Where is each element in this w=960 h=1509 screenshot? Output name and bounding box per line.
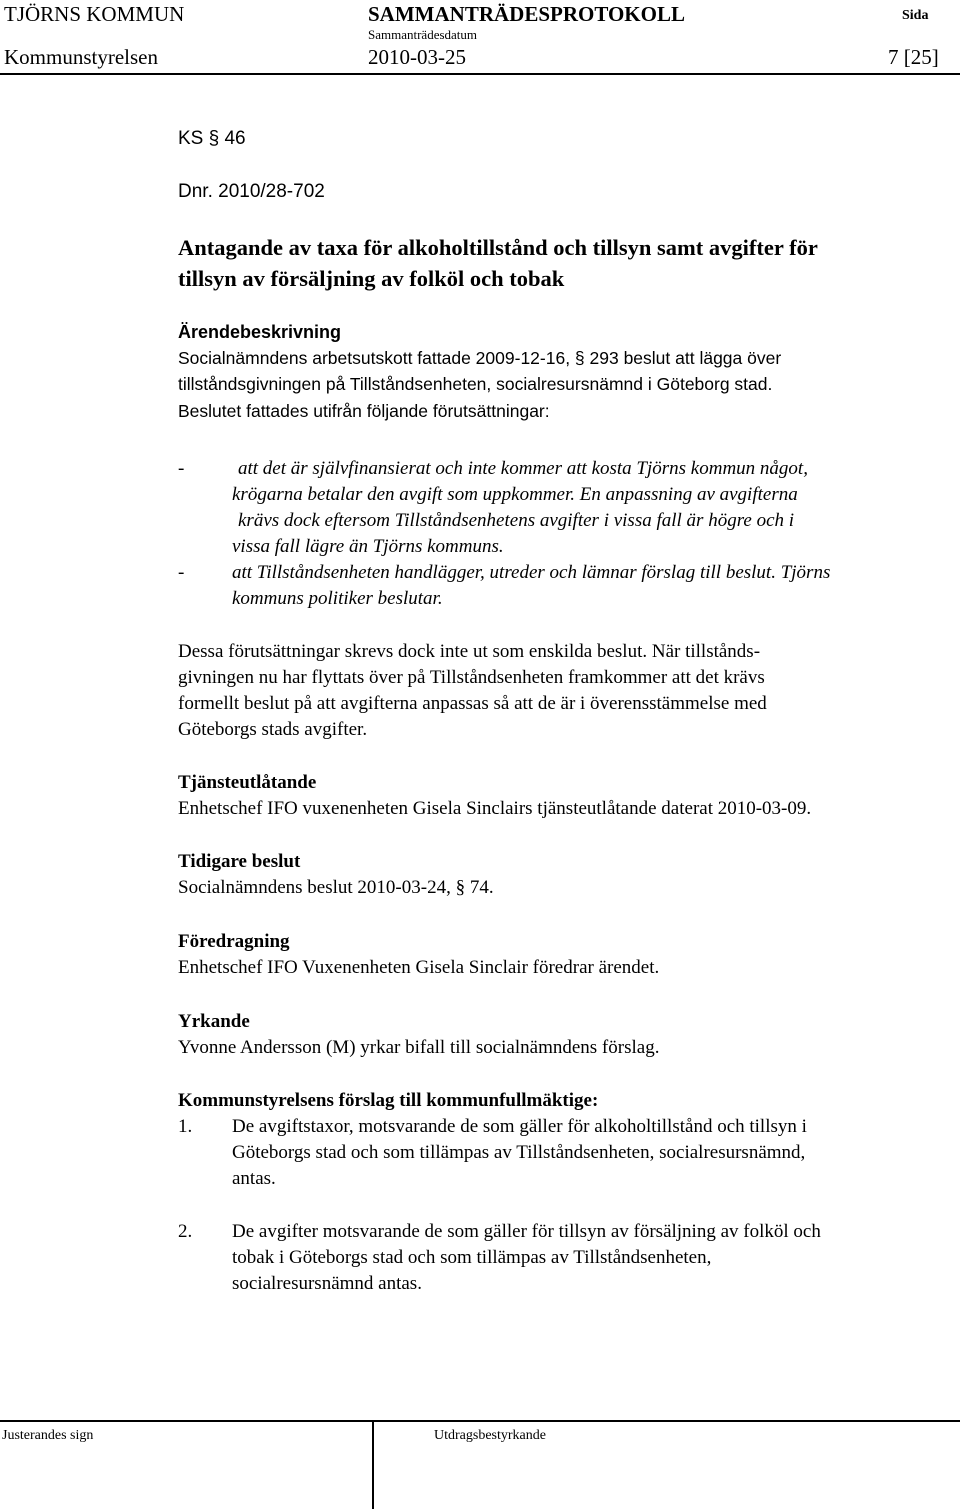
description-heading: Ärendebeskrivning bbox=[178, 322, 342, 342]
paragraph-line: givningen nu har flyttats över på Tillståndsenheten framkommer att det krävs bbox=[178, 667, 765, 688]
proposal-heading: Kommunstyrelsens förslag till kommunfullmäktige: bbox=[178, 1090, 599, 1111]
proposal-line: Göteborgs stad och som tillämpas av Tillståndsenheten, socialresursnämnd, bbox=[232, 1142, 806, 1163]
case-title-line-1: Antagande av taxa för alkoholtillstånd och tillsyn samt avgifter för bbox=[178, 235, 818, 260]
header-rule bbox=[0, 73, 960, 75]
condition-line: vissa fall lägre än Tjörns kommuns. bbox=[232, 536, 504, 557]
condition-line: att det är självfinansierat och inte kommer att kosta Tjörns kommun något, bbox=[238, 458, 808, 479]
doc-type: SAMMANTRÄDESPROTOKOLL bbox=[368, 2, 685, 26]
condition-line: krävs dock eftersom Tillståndsenhetens avgifter i vissa fall är högre och i bbox=[238, 510, 795, 531]
footer-rule bbox=[0, 1420, 960, 1422]
proposal-line: antas. bbox=[232, 1168, 276, 1189]
section-heading-tjansteutlatande: Tjänsteutlåtande bbox=[178, 772, 317, 793]
footer-divider bbox=[372, 1420, 374, 1509]
condition-line: krögarna betalar den avgift som uppkommer. En anpassning av avgifterna bbox=[232, 484, 798, 505]
proposal-line: socialresursnämnd antas. bbox=[232, 1273, 422, 1294]
section-text-tjansteutlatande: Enhetschef IFO vuxenenheten Gisela Sinclairs tjänsteutlåtande daterat 2010-03-09. bbox=[178, 798, 812, 819]
description-line: Beslutet fattades utifrån följande förutsättningar: bbox=[178, 401, 550, 421]
section-heading-foredragning: Föredragning bbox=[178, 931, 290, 952]
section-heading-tidigare-beslut: Tidigare beslut bbox=[178, 851, 301, 872]
paragraph-line: formellt beslut på att avgifterna anpassas så att de är i överensstämmelse med bbox=[178, 693, 767, 714]
date-label: Sammanträdesdatum bbox=[368, 27, 478, 42]
footer-signature-label: Justerandes sign bbox=[2, 1428, 94, 1443]
section-text-foredragning: Enhetschef IFO Vuxenenheten Gisela Sinclair föredrar ärendet. bbox=[178, 957, 660, 978]
meeting-date: 2010-03-25 bbox=[368, 45, 466, 69]
case-dnr: Dnr. 2010/28-702 bbox=[178, 181, 325, 202]
paragraph-line: Dessa förutsättningar skrevs dock inte ut som enskilda beslut. När tillstånds- bbox=[178, 641, 761, 662]
condition-line: att Tillståndsenheten handlägger, utreder och lämnar förslag till beslut. Tjörns bbox=[232, 562, 831, 583]
list-dash: - bbox=[178, 458, 185, 479]
section-text-tidigare-beslut: Socialnämndens beslut 2010-03-24, § 74. bbox=[178, 877, 494, 898]
case-title-line-2: tillsyn av försäljning av folköl och tobak bbox=[178, 266, 565, 291]
page-number: 7 [25] bbox=[888, 45, 939, 69]
description-line: Socialnämndens arbetsutskott fattade 2009-12-16, § 293 beslut att lägga över bbox=[178, 348, 782, 368]
paragraph-line: Göteborgs stads avgifter. bbox=[178, 719, 368, 740]
case-paragraph: KS § 46 bbox=[178, 128, 246, 149]
condition-line: kommuns politiker beslutar. bbox=[232, 588, 443, 609]
proposal-number: 1. bbox=[178, 1116, 193, 1137]
list-dash: - bbox=[178, 562, 185, 583]
description-line: tillståndsgivningen på Tillståndsenheten, socialresursnämnd i Göteborg stad. bbox=[178, 374, 773, 394]
section-heading-yrkande: Yrkande bbox=[178, 1011, 250, 1032]
proposal-line: De avgiftstaxor, motsvarande de som gäller för alkoholtillstånd och tillsyn i bbox=[232, 1116, 807, 1137]
committee-name: Kommunstyrelsen bbox=[4, 45, 158, 69]
page-label: Sida bbox=[902, 8, 929, 23]
proposal-line: De avgifter motsvarande de som gäller för tillsyn av försäljning av folköl och bbox=[232, 1221, 821, 1242]
proposal-line: tobak i Göteborgs stad och som tillämpas av Tillståndsenheten, bbox=[232, 1247, 712, 1268]
proposal-number: 2. bbox=[178, 1221, 193, 1242]
section-text-yrkande: Yvonne Andersson (M) yrkar bifall till socialnämndens förslag. bbox=[178, 1037, 660, 1058]
footer-certification-label: Utdragsbestyrkande bbox=[434, 1428, 546, 1443]
org-name: TJÖRNS KOMMUN bbox=[4, 2, 185, 26]
